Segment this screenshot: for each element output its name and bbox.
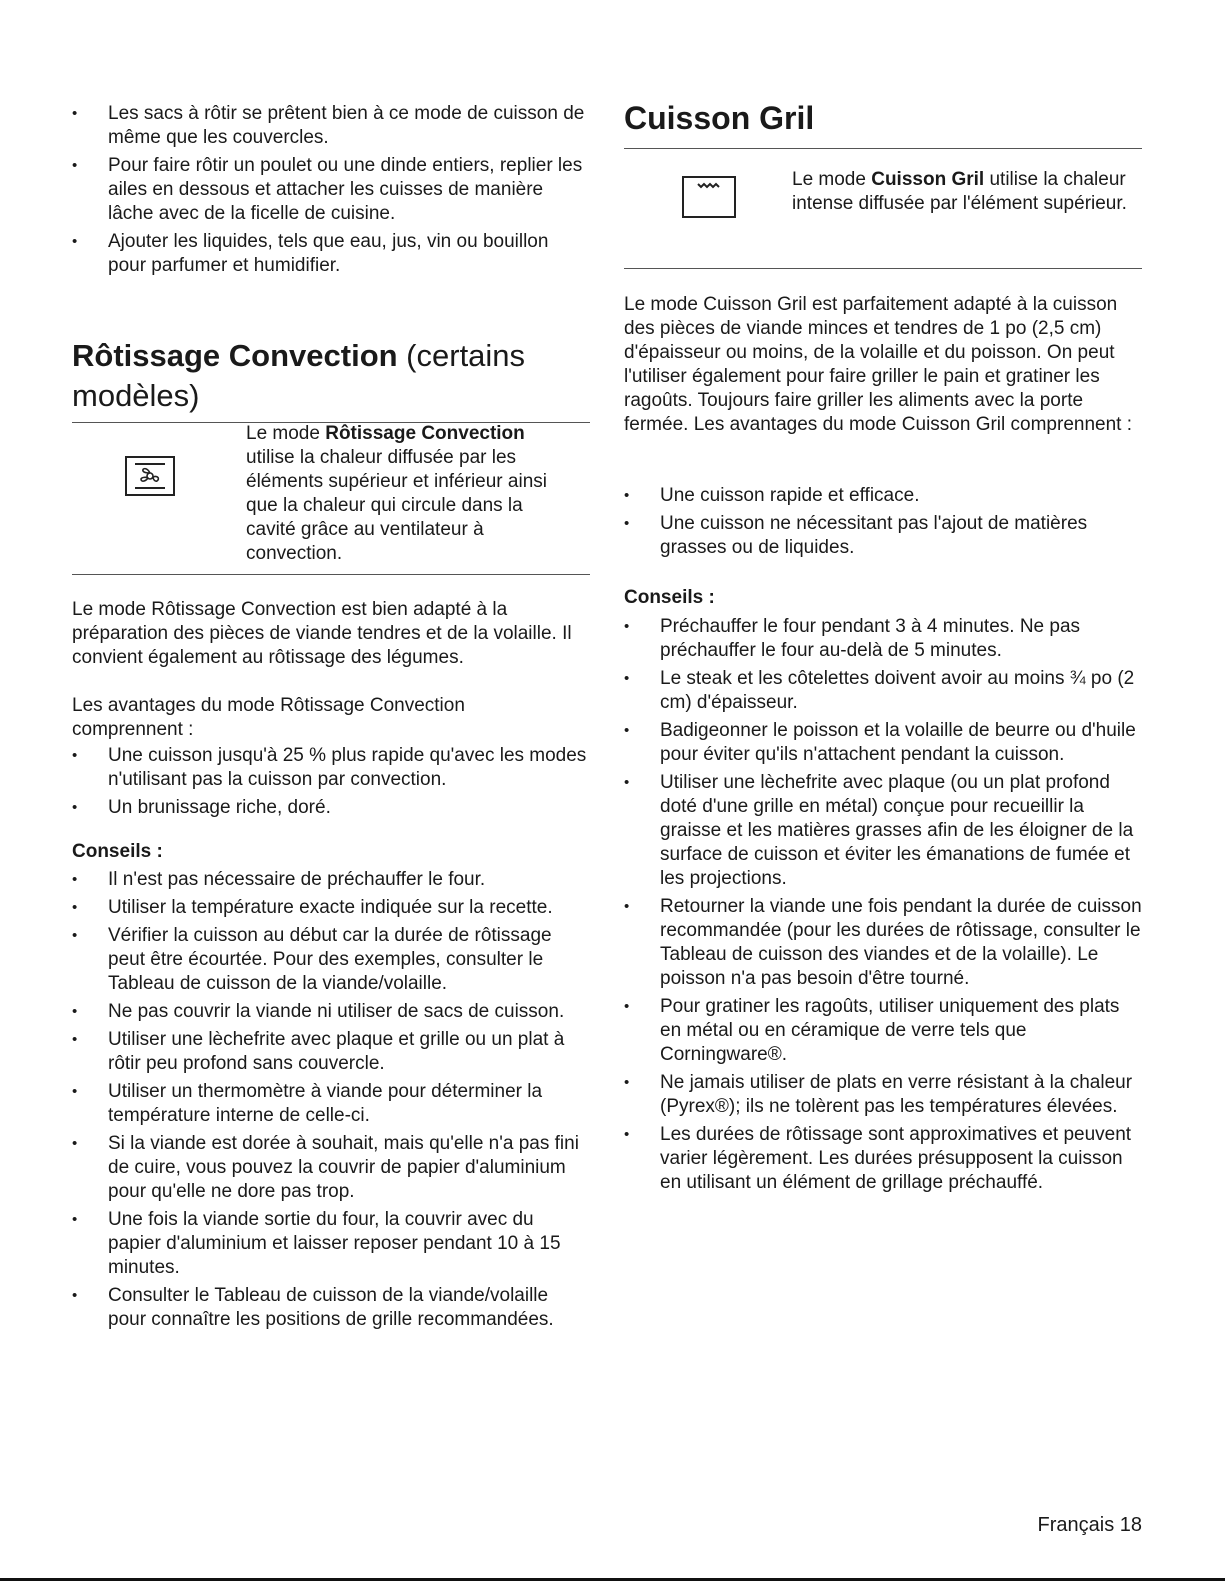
- list-item: • Utiliser une lèchefrite avec plaque et grille ou un plat à rôtir peu profond sans couvercle.: [72, 1028, 590, 1076]
- mode-desc-rest: utilise la chaleur diffusée par les éléments supérieur et inférieur ainsi que la chaleur qui circule dans la cavité grâce au ventilateur à convection.: [246, 447, 547, 564]
- list-item: • Une fois la viande sortie du four, la couvrir avec du papier d'aluminium et laisser reposer pendant 10 à 15 minutes.: [72, 1208, 590, 1280]
- list-item: • Il n'est pas nécessaire de préchauffer le four.: [72, 868, 590, 892]
- list-item: • Une cuisson jusqu'à 25 % plus rapide qu'avec les modes n'utilisant pas la cuisson par convection.: [72, 744, 590, 792]
- list-item: • Les sacs à rôtir se prêtent bien à ce mode de cuisson de même que les couvercles.: [72, 102, 590, 150]
- convection-mode-description: [246, 422, 576, 566]
- tips-heading: Conseils :: [624, 587, 715, 608]
- section-title-rest: (certains modèles): [72, 338, 526, 413]
- list-item: • Badigeonner le poisson et la volaille de beurre ou d'huile pour éviter qu'ils n'attachent pendant la cuisson.: [624, 719, 1144, 767]
- mode-desc-rest: utilise la chaleur intense diffusée par l'élément supérieur.: [792, 169, 1127, 214]
- convection-roast-icon: [125, 456, 175, 496]
- mode-name: Cuisson Gril: [871, 169, 985, 190]
- page-number: Français 18: [1037, 1514, 1142, 1536]
- advantages-list: [624, 484, 1144, 564]
- mode-desc-prefix: Le mode: [246, 423, 326, 444]
- list-item: • Consulter le Tableau de cuisson de la viande/volaille pour connaître les positions de grille recommandées.: [72, 1284, 590, 1332]
- list-item: • Ajouter les liquides, tels que eau, jus, vin ou bouillon pour parfumer et humidifier.: [72, 230, 590, 278]
- paragraph: Le mode Cuisson Gril est parfaitement adapté à la cuisson des pièces de viande minces et tendres de 1 po (2,5 cm) d'épaisseur ou moins, de la volaille et du poisson. On peut l'utiliser également pour faire griller le pain et gratiner les ragoûts. Toujours faire griller les aliments avec la porte fermée. Les avantages du mode Cuisson Gril comprennent :: [624, 294, 1132, 435]
- tips-heading: Conseils :: [72, 841, 163, 862]
- mode-name: Rôtissage Convection: [325, 423, 525, 444]
- divider: [72, 574, 590, 575]
- section-title-rotissage: [72, 336, 572, 416]
- divider: [624, 268, 1142, 269]
- advantages-list: [72, 744, 590, 824]
- list-item: • Retourner la viande une fois pendant la durée de cuisson recommandée (pour les durées de rôtissage, consulter le Tableau de cuisson des viandes et de la volaille). Le poisson n'a pas besoin d'être tourné.: [624, 895, 1144, 991]
- list-item: • Vérifier la cuisson au début car la durée de rôtissage peut être écourtée. Pour des exemples, consulter le Tableau de cuisson de la viande/volaille.: [72, 924, 590, 996]
- list-item: • Une cuisson ne nécessitant pas l'ajout de matières grasses ou de liquides.: [624, 512, 1144, 560]
- section-title-gril: Cuisson Gril: [624, 100, 815, 136]
- list-item: • Préchauffer le four pendant 3 à 4 minutes. Ne pas préchauffer le four au-delà de 5 minutes.: [624, 615, 1144, 663]
- list-item: • Une cuisson rapide et efficace.: [624, 484, 1144, 508]
- list-item: • Si la viande est dorée à souhait, mais qu'elle n'a pas fini de cuire, vous pouvez la couvrir de papier d'aluminium pour qu'elle ne dore pas trop.: [72, 1132, 590, 1204]
- paragraph: Les avantages du mode Rôtissage Convection comprennent :: [72, 695, 465, 740]
- intro-bullet-list: [72, 102, 590, 282]
- list-item: • Ne jamais utiliser de plats en verre résistant à la chaleur (Pyrex®); ils ne tolèrent pas les températures élevées.: [624, 1071, 1144, 1119]
- list-item: • Le steak et les côtelettes doivent avoir au moins ¾ po (2 cm) d'épaisseur.: [624, 667, 1144, 715]
- broil-mode-description: [792, 168, 1137, 216]
- list-item: • Utiliser un thermomètre à viande pour déterminer la température interne de celle-ci.: [72, 1080, 590, 1128]
- bottom-border: [0, 1578, 1225, 1581]
- list-item: • Pour faire rôtir un poulet ou une dinde entiers, replier les ailes en dessous et attacher les cuisses de manière lâche avec de la ficelle de cuisine.: [72, 154, 590, 226]
- list-item: • Utiliser une lèchefrite avec plaque (ou un plat profond doté d'une grille en métal) conçue pour recueillir la graisse et les matières grasses afin de les éloigner de la surface de cuisson et éviter les émanations de fumée et les projections.: [624, 771, 1144, 891]
- list-item: • Pour gratiner les ragoûts, utiliser uniquement des plats en métal ou en céramique de verre tels que Corningware®.: [624, 995, 1144, 1067]
- tips-list: [72, 868, 590, 1336]
- section-title-bold: Rôtissage Convection: [72, 338, 398, 373]
- list-item: • Ne pas couvrir la viande ni utiliser de sacs de cuisson.: [72, 1000, 590, 1024]
- paragraph: Le mode Rôtissage Convection est bien adapté à la préparation des pièces de viande tendres et de la volaille. Il convient également au rôtissage des légumes.: [72, 599, 572, 668]
- list-item: • Utiliser la température exacte indiquée sur la recette.: [72, 896, 590, 920]
- tips-list: [624, 615, 1144, 1199]
- broil-icon: [682, 176, 736, 218]
- list-item: • Les durées de rôtissage sont approximatives et peuvent varier légèrement. Les durées présupposent la cuisson en utilisant un élément de grillage préchauffé.: [624, 1123, 1144, 1195]
- list-item: • Un brunissage riche, doré.: [72, 796, 590, 820]
- divider: [624, 148, 1142, 149]
- mode-desc-prefix: Le mode: [792, 169, 872, 190]
